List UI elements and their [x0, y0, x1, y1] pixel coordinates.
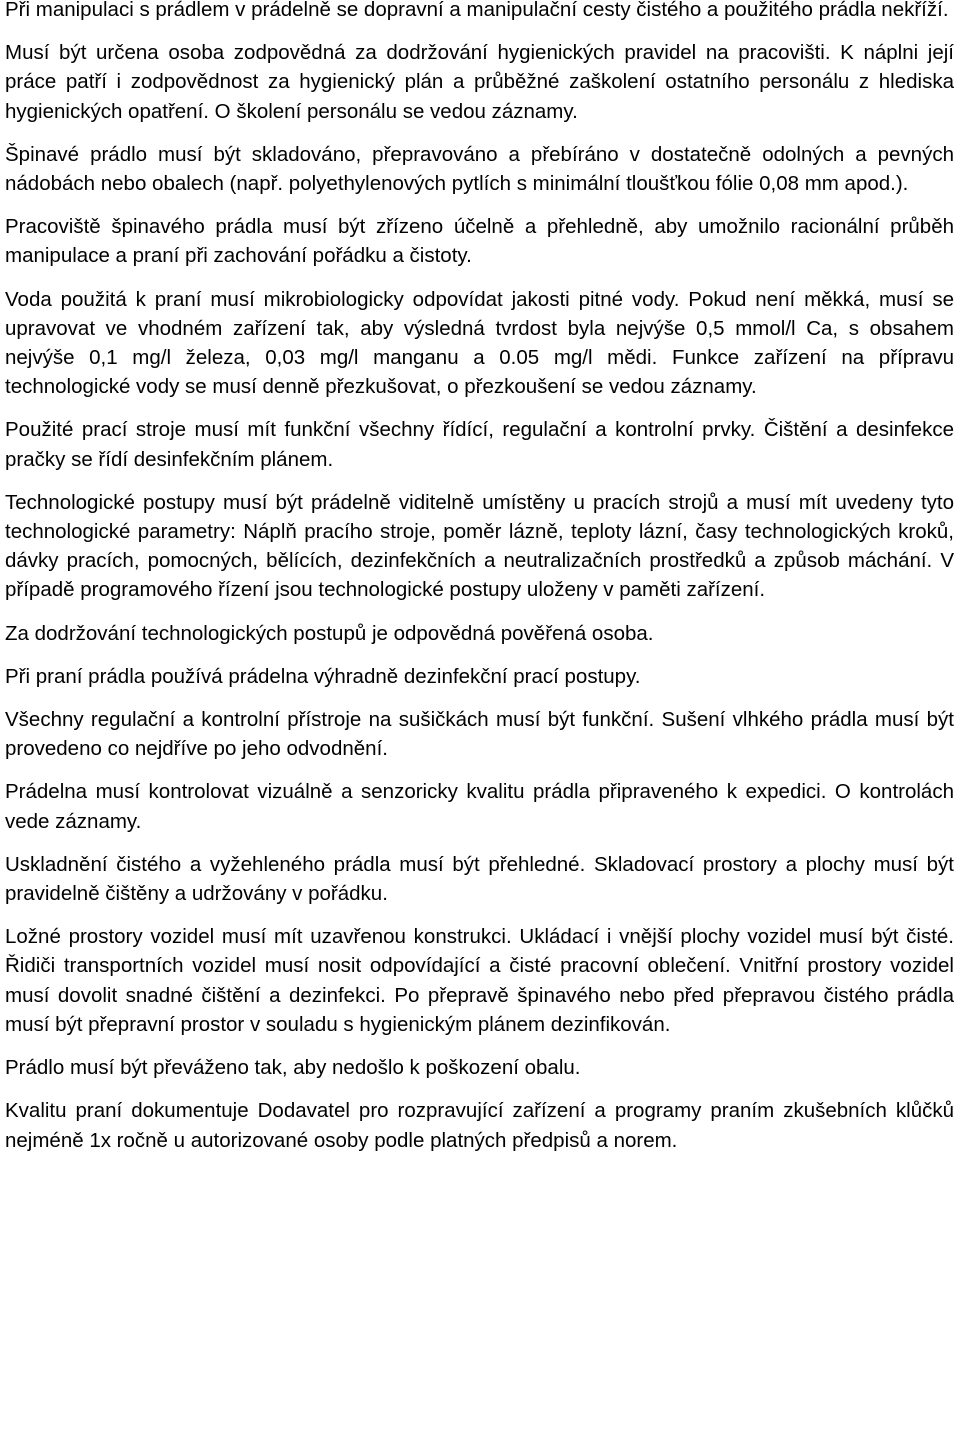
- paragraph-clean-storage: Uskladnění čistého a vyžehleného prádla musí být přehledné. Skladovací prostory a plochy musí být pravidelně čištěny a udržovány v pořádku.: [5, 852, 954, 906]
- paragraph-water-quality: Voda použitá k praní musí mikrobiologicky odpovídat jakosti pitné vody. Pokud není měkká, musí se upravovat ve vhodném zařízení tak, aby výsledná tvrdost byla nejvýše 0,5 mmol/l Ca, s obsahem nejvýše 0,1 mg/l železa, 0,03 mg/l manganu a 0.05 mg/l mědi. Funkce zařízení na přípravu technologické vody se musí denně přezkušovat, o přezkoušení se vedou záznamy.: [5, 287, 954, 399]
- paragraph-quality-documentation: Kvalitu praní dokumentuje Dodavatel pro rozpravující zařízení a programy praním zkušebních klůčků nejméně 1x ročně u autorizované osoby podle platných předpisů a norem.: [5, 1099, 954, 1152]
- paragraph-dirty-laundry-storage: Špinavé prádlo musí být skladováno, přepravováno a přebíráno v dostatečně odolných a pevných nádobách nebo obalech (např. polyethylenových pytlích s minimální tloušťkou fólie 0,08 mm apod.).: [5, 142, 954, 196]
- paragraph-disinfection-washing: Při praní prádla používá prádelna výhradně dezinfekční prací postupy.: [5, 664, 641, 688]
- paragraph-quality-check: Prádelna musí kontrolovat vizuálně a senzoricky kvalitu prádla připraveného k expedici. O kontrolách vede záznamy.: [5, 780, 954, 833]
- paragraph-procedure-responsibility: Za dodržování technologických postupů je odpovědná pověřená osoba.: [5, 621, 654, 645]
- paragraph-laundry-paths: Při manipulaci s prádlem v prádelně se dopravní a manipulační cesty čistého a použitého prádla nekříží.: [5, 0, 949, 21]
- paragraph-vehicles: Ložné prostory vozidel musí mít uzavřenou konstrukci. Ukládací i vnější plochy vozidel musí být čisté. Řidiči transportních vozidel musí nosit odpovídající a čisté pracovní oblečení. Vnitřní prostory vozidel musí dovolit snadné čištění a dezinfekci. Po přepravě špinavého nebo před přepravou čistého prádla musí být přepravní prostor v souladu s hygienickým plánem dezinfikován.: [5, 925, 954, 1036]
- paragraph-dirty-laundry-workplace: Pracoviště špinavého prádla musí být zřízeno účelně a přehledně, aby umožnilo racionální průběh manipulace a praní při zachování pořádku a čistoty.: [5, 215, 954, 268]
- paragraph-washing-machines: Použité prací stroje musí mít funkční všechny řídící, regulační a kontrolní prvky. Čištění a desinfekce pračky se řídí desinfekčním plánem.: [5, 418, 954, 471]
- paragraph-technological-procedures: Technologické postupy musí být prádelně viditelně umístěny u pracích strojů a musí mít uvedeny tyto technologické parametry: Náplň pracího stroje, poměr lázně, teploty lázní, časy technologických kroků, dávky pracích, pomocných, bělících, dezinfekčních a neutralizačních prostředků a způsob máchání. V případě programového řízení jsou technologické postupy uloženy v paměti zařízení.: [5, 490, 954, 602]
- paragraph-responsible-person: Musí být určena osoba zodpovědná za dodržování hygienických pravidel na pracovišti. K náplni její práce patří i zodpovědnost za hygienický plán a průběžné zaškolení ostatního personálu z hlediska hygienických opatření. O školení personálu se vedou záznamy.: [5, 41, 954, 123]
- paragraph-transport-packaging: Prádlo musí být převáženo tak, aby nedošlo k poškození obalu.: [5, 1056, 581, 1080]
- paragraph-dryers: Všechny regulační a kontrolní přístroje na sušičkách musí být funkční. Sušení vlhkého prádla musí být provedeno co nejdříve po jeho odvodnění.: [5, 708, 954, 761]
